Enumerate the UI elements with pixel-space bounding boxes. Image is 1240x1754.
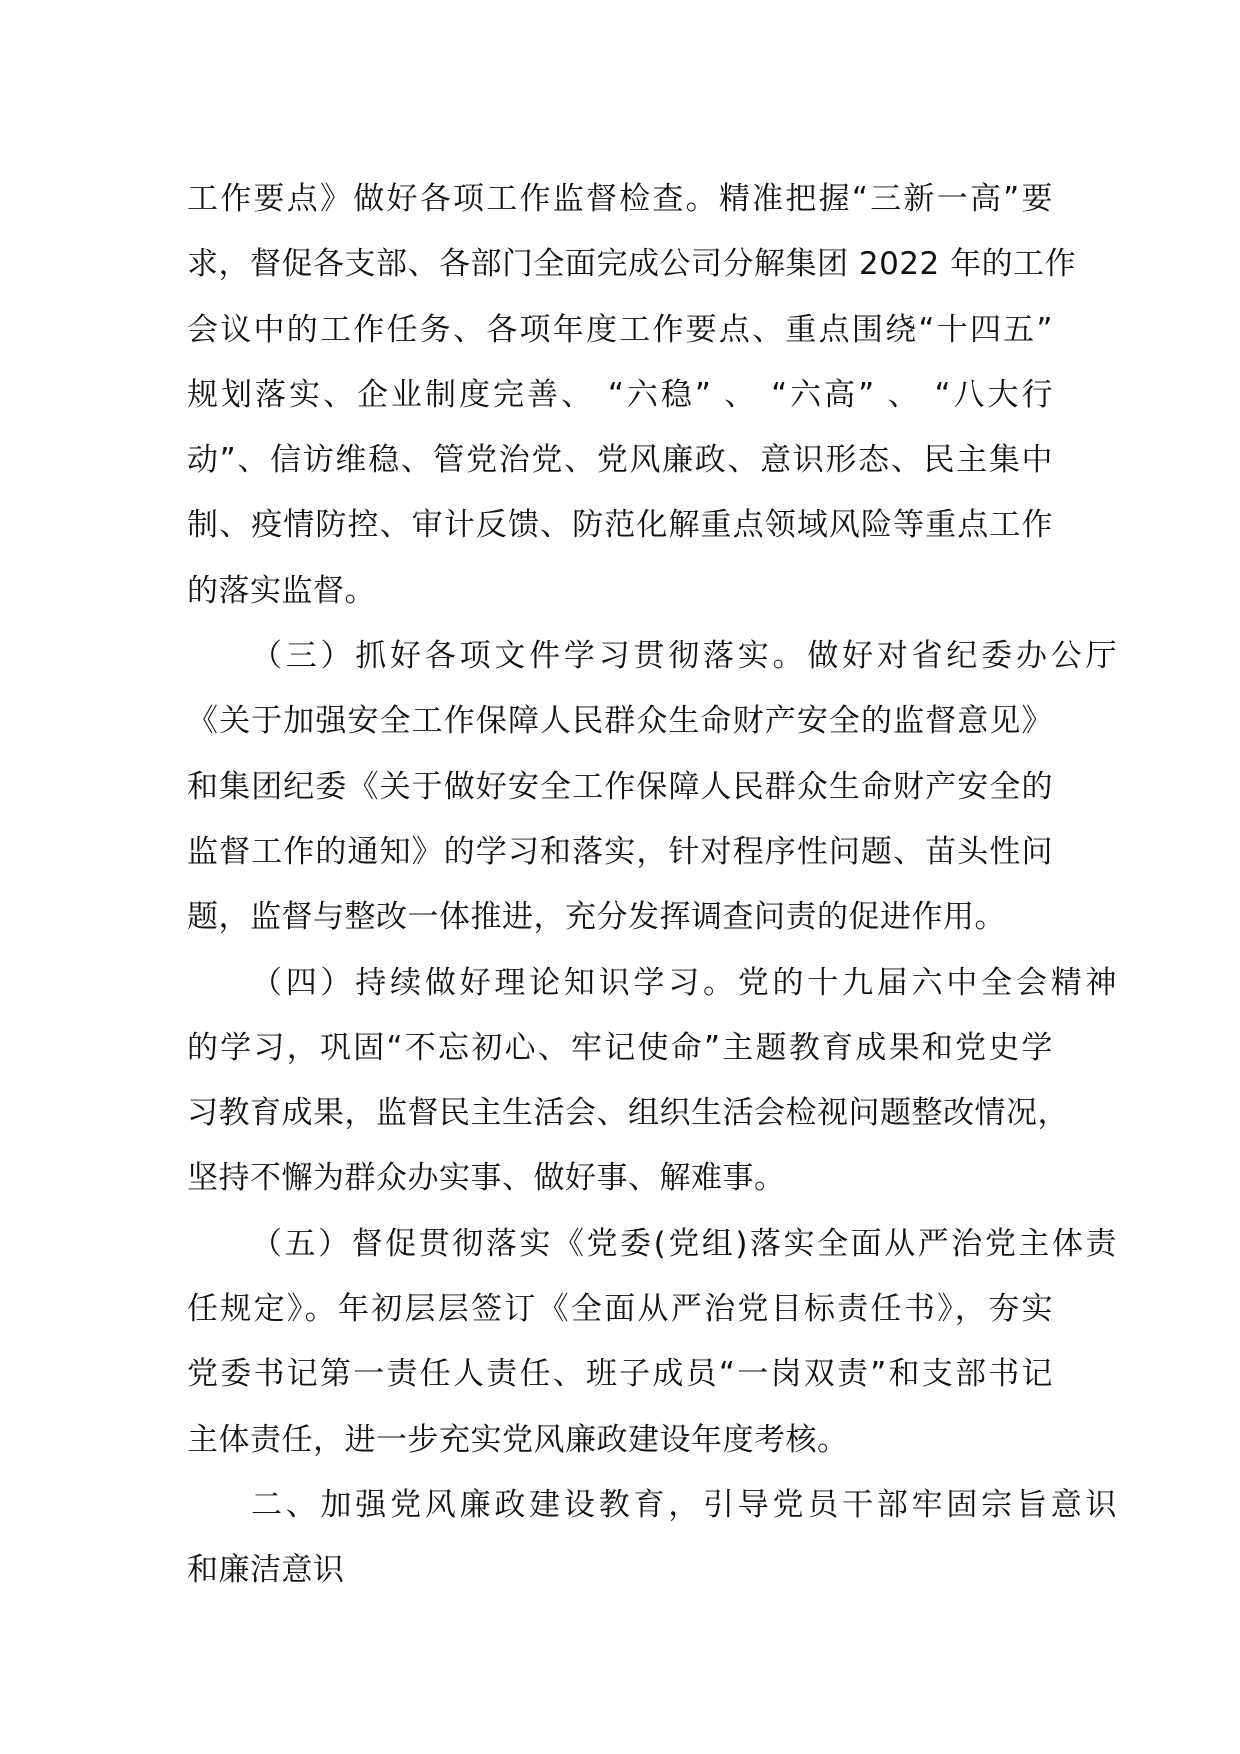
text-line: 党委书记第一责任人责任、班子成员“一岗双责”和支部书记 [187, 1356, 1053, 1393]
text-line: 的学习，巩固“不忘初心、牢记使命”主题教育成果和党史学 [187, 1029, 1053, 1066]
text-line: 主体责任，进一步充实党风廉政建设年度考核。 [187, 1421, 849, 1458]
text-line: 习教育成果，监督民主生活会、组织生活会检视问题整改情况， [187, 1095, 1069, 1132]
text-line: 和集团纪委《关于做好安全工作保障人民群众生命财产安全的 [187, 768, 1053, 805]
paragraph-heading-line: （四）持续做好理论知识学习。党的十九届六中全会精神 [251, 964, 1117, 1001]
paragraph-heading-line: （三）抓好各项文件学习贯彻落实。做好对省纪委办公厅 [251, 638, 1117, 675]
text-line: 坚持不懈为群众办实事、做好事、解难事。 [187, 1160, 786, 1197]
text-line: 制、疫情防控、审计反馈、防范化解重点领域风险等重点工作 [187, 507, 1053, 544]
text-line: 任规定》。年初层层签订《全面从严治党目标责任书》，夯实 [187, 1291, 1053, 1328]
text-line: 《关于加强安全工作保障人民群众生命财产安全的监督意见》 [187, 703, 1053, 740]
text-line: 的落实监督。 [187, 572, 376, 609]
text-line: 会议中的工作任务、各项年度工作要点、重点围绕“十四五” [187, 311, 1053, 348]
text-line: 工作要点》做好各项工作监督检查。精准把握“三新一高”要 [187, 181, 1053, 217]
section-heading-line: 二、加强党风廉政建设教育，引导党员干部牢固宗旨意识 [251, 1486, 1117, 1523]
text-line: 动”、信访维稳、管党治党、党风廉政、意识形态、民主集中 [187, 442, 1053, 479]
paragraph-heading-line: （五）督促贯彻落实《党委(党组)落实全面从严治党主体责 [251, 1225, 1117, 1262]
document-body [187, 167, 1117, 1604]
text-line: 监督工作的通知》的学习和落实，针对程序性问题、苗头性问 [187, 833, 1053, 870]
text-line: 规划落实、企业制度完善、 “六稳” 、 “六高” 、 “八大行 [187, 376, 1053, 413]
section-heading-line: 和廉洁意识 [187, 1552, 345, 1589]
text-line: 求，督促各支部、各部门全面完成公司分解集团 2022 年的工作 [187, 246, 1077, 283]
text-line: 题，监督与整改一体推进，充分发挥调查问责的促进作用。 [187, 899, 1006, 936]
